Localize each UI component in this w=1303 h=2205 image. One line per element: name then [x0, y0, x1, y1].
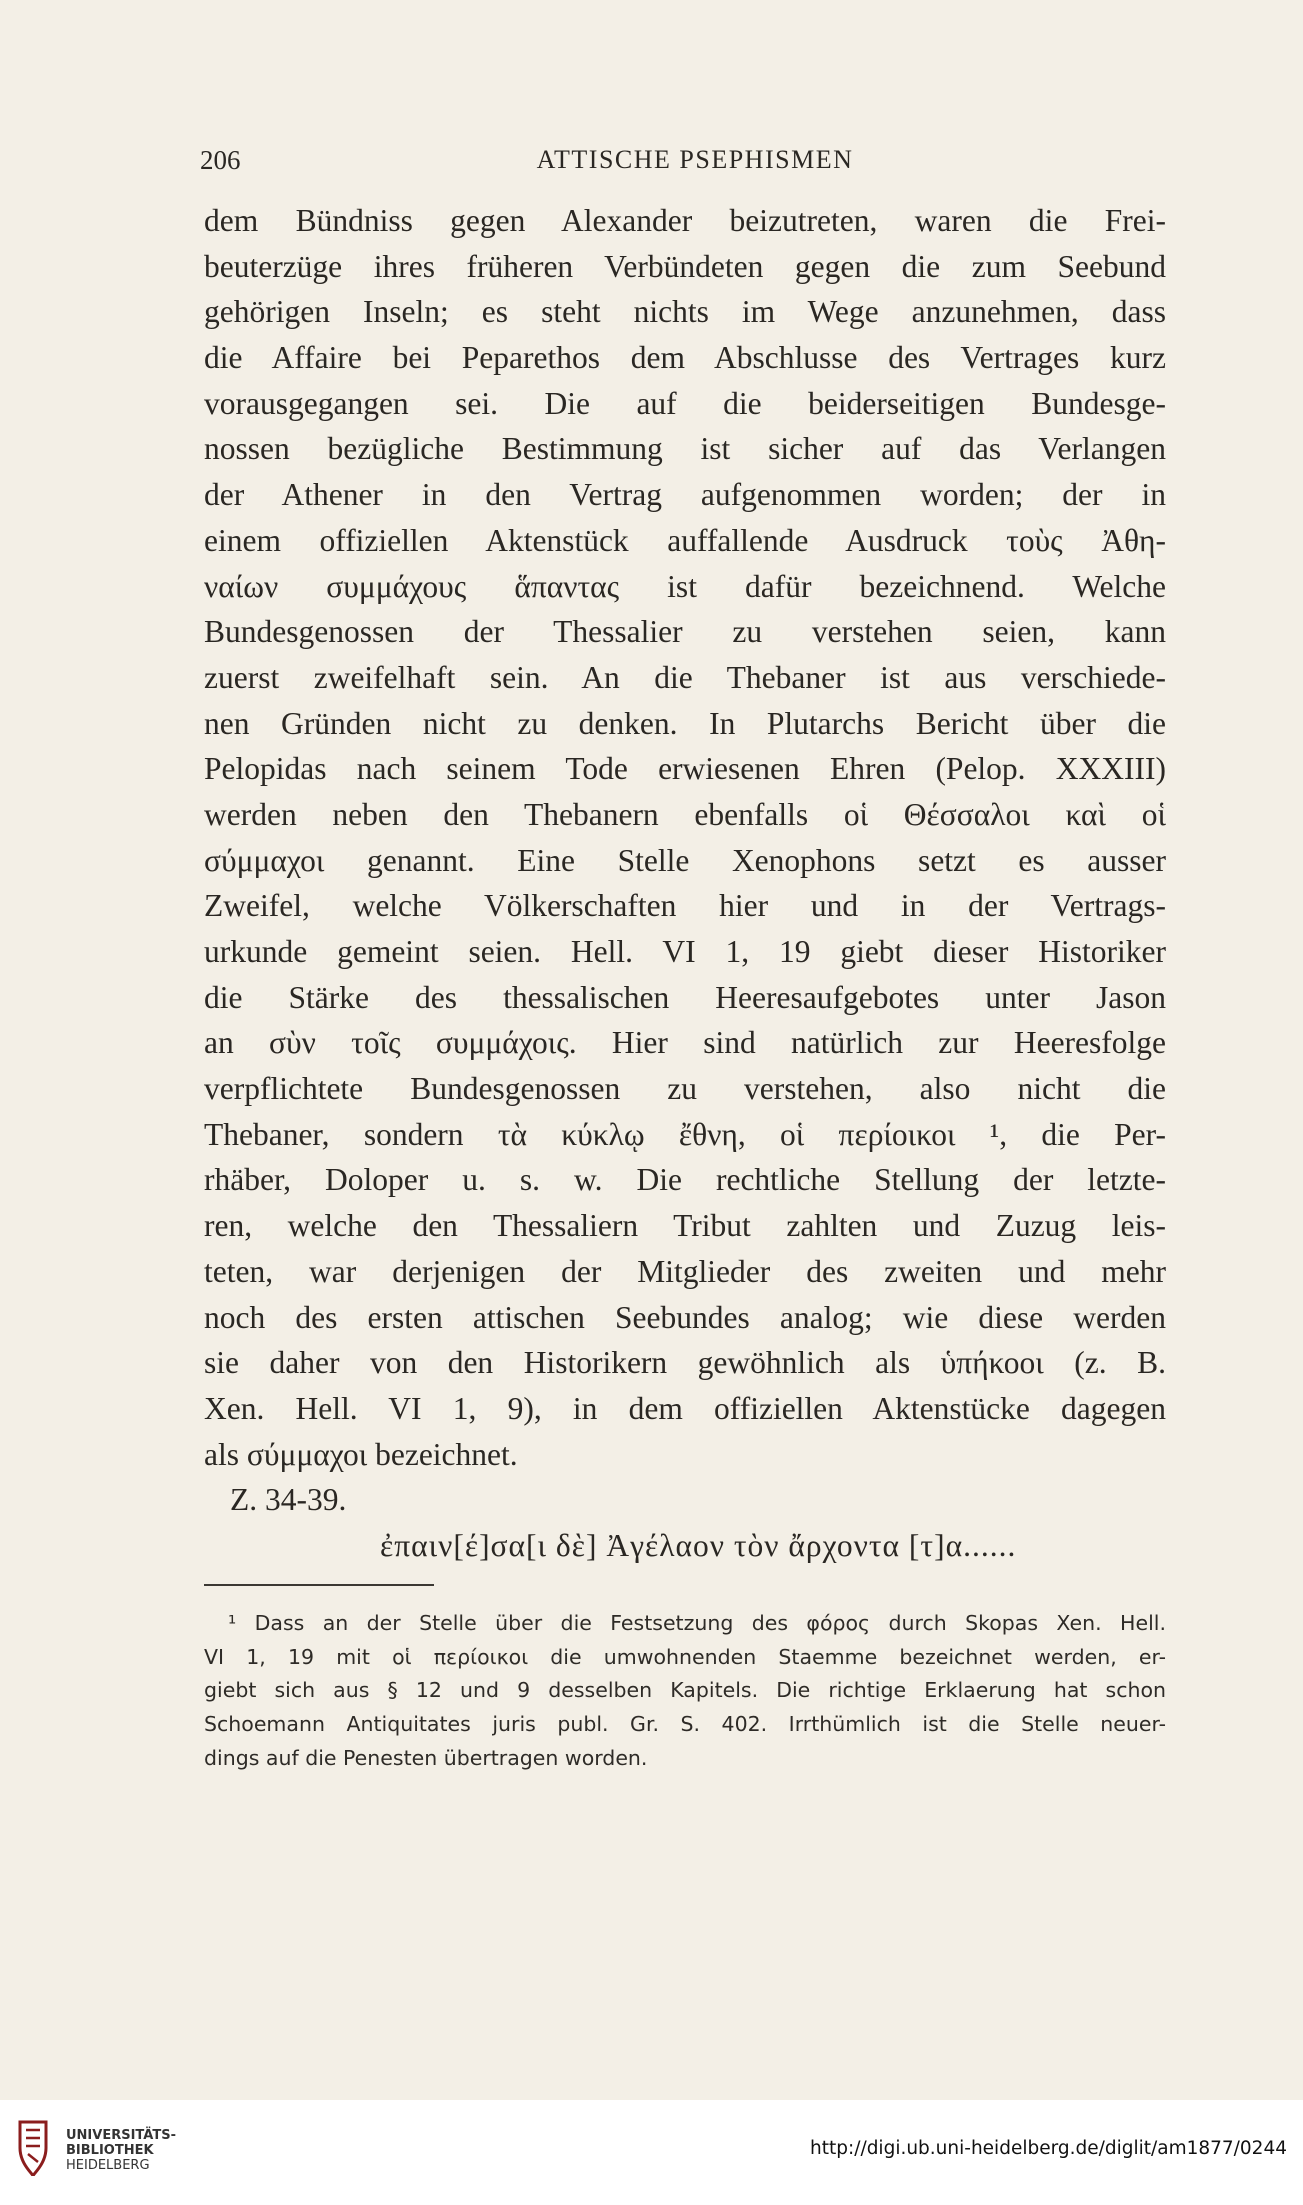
body-line: sie daher von den Historikern gewöhnlich als ὑπήκοοι (z. B.: [204, 1345, 1166, 1381]
running-head: ATTISCHE PSEPHISMEN: [536, 145, 854, 174]
greek-inscription-line: ἐπαιν[έ]σα[ι δὲ] Ἀγέλαον τὸν ἄρχοντα [τ]α......: [380, 1527, 1017, 1563]
logo-line: HEIDELBERG: [66, 2158, 150, 2173]
body-line: die Affaire bei Peparethos dem Abschlusse des Vertrages kurz: [204, 340, 1166, 376]
body-line: der Athener in den Vertrag aufgenommen worden; der in: [204, 477, 1166, 513]
body-line: als σύμμαχοι bezeichnet.: [204, 1436, 518, 1472]
body-line: Zweifel, welche Völkerschaften hier und in der Vertrags-: [204, 888, 1166, 924]
footnote-line: VI 1, 19 mit οἱ περίοικοι die umwohnenden Staemme bezeichnet werden, er-: [204, 1644, 1166, 1669]
body-line: Pelopidas nach seinem Tode erwiesenen Ehren (Pelop. XXXIII): [204, 751, 1166, 787]
body-line: σύμμαχοι genannt. Eine Stelle Xenophons setzt es ausser: [204, 842, 1166, 878]
body-line: Xen. Hell. VI 1, 9), in dem offiziellen Aktenstücke dagegen: [204, 1390, 1166, 1426]
body-line: gehörigen Inseln; es steht nichts im Wege anzunehmen, dass: [204, 294, 1166, 330]
permalink-url[interactable]: http://digi.ub.uni-heidelberg.de/diglit/am1877/0244: [810, 2138, 1287, 2159]
library-logo-text: [66, 2128, 176, 2173]
body-line: noch des ersten attischen Seebundes analog; wie diese werden: [204, 1299, 1166, 1335]
body-line: dem Bündniss gegen Alexander beizutreten, waren die Frei-: [204, 203, 1166, 238]
body-line: vorausgegangen sei. Die auf die beiderseitigen Bundesge-: [204, 385, 1166, 421]
body-line: urkunde gemeint seien. Hell. VI 1, 19 giebt dieser Historiker: [204, 934, 1166, 969]
body-line: an σὺν τοῖς συμμάχοις. Hier sind natürlich zur Heeresfolge: [204, 1025, 1166, 1061]
library-logo-icon: [14, 2118, 52, 2180]
body-line: werden neben den Thebanern ebenfalls οἱ Θέσσαλοι καὶ οἱ: [204, 796, 1166, 832]
body-line: einem offiziellen Aktenstück auffallende Ausdruck τοὺς Ἀθη-: [204, 522, 1166, 558]
footnote-line: ¹ Dass an der Stelle über die Festsetzung des φόρος durch Skopas Xen. Hell.: [228, 1611, 1166, 1635]
body-line: nen Gründen nicht zu denken. In Plutarchs Bericht über die: [204, 705, 1166, 741]
footnote: [204, 1607, 1166, 1775]
page-header: [200, 145, 1190, 185]
footnote-rule: [204, 1584, 434, 1586]
body-line: ren, welche den Thessaliern Tribut zahlten und Zuzug leis-: [204, 1208, 1166, 1244]
body-line: rhäber, Doloper u. s. w. Die rechtliche Stellung der letzte-: [204, 1162, 1166, 1198]
body-line: nossen bezügliche Bestimmung ist sicher auf das Verlangen: [204, 431, 1166, 467]
footnote-line: Schoemann Antiquitates juris publ. Gr. S. 402. Irrthümlich ist die Stelle neuer-: [204, 1712, 1166, 1737]
footer-bar: [0, 2100, 1303, 2205]
body-line: Thebaner, sondern τὰ κύκλῳ ἔθνη, οἱ περίοικοι ¹, die Per-: [204, 1116, 1166, 1152]
body-line: verpflichtete Bundesgenossen zu verstehen, also nicht die: [204, 1071, 1166, 1107]
body-line: beuterzüge ihres früheren Verbündeten gegen die zum Seebund: [204, 248, 1166, 284]
logo-line: BIBLIOTHEK: [66, 2143, 154, 2158]
body-line: teten, war derjenigen der Mitglieder des zweiten und mehr: [204, 1253, 1166, 1289]
body-text: [204, 198, 1166, 1569]
footnote-line: giebt sich aus § 12 und 9 desselben Kapitels. Die richtige Erklaerung hat schon: [204, 1678, 1166, 1703]
page-number: 206: [200, 145, 241, 175]
body-line: ναίων συμμάχους ἅπαντας ist dafür bezeichnend. Welche: [204, 568, 1166, 604]
body-line: Bundesgenossen der Thessalier zu verstehen seien, kann: [204, 614, 1166, 650]
body-line: zuerst zweifelhaft sein. An die Thebaner ist aus verschiede-: [204, 659, 1166, 695]
logo-line: UNIVERSITÄTS-: [66, 2128, 176, 2143]
section-label: Z. 34-39.: [230, 1482, 347, 1518]
footnote-line: dings auf die Penesten übertragen worden.: [204, 1745, 648, 1770]
body-line: die Stärke des thessalischen Heeresaufgebotes unter Jason: [204, 979, 1166, 1015]
